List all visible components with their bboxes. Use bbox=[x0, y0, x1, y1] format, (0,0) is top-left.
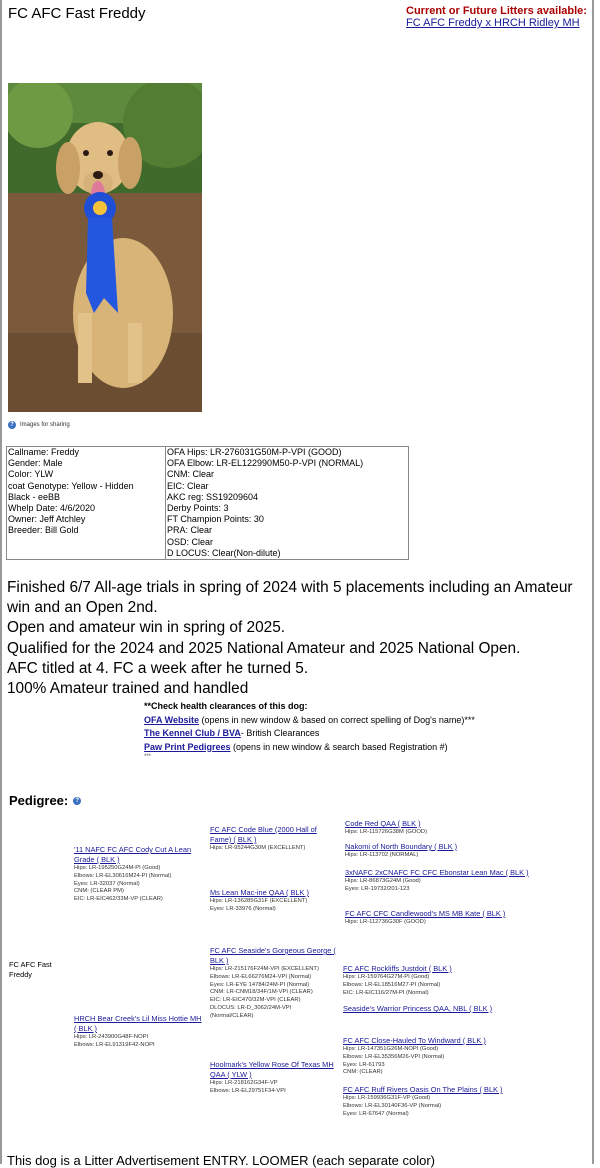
description-line: AFC titled at 4. FC a week after he turned 5. bbox=[7, 659, 309, 677]
help-icon[interactable]: ? bbox=[8, 421, 16, 429]
pedigree-gen3 bbox=[345, 868, 530, 894]
photo-note bbox=[8, 421, 70, 429]
pedigree-gen2 bbox=[210, 1060, 338, 1096]
pedigree-subject bbox=[9, 960, 69, 980]
pedigree-sire-gen2 bbox=[210, 946, 338, 1021]
info-whelp-date: Whelp Date: 4/6/2020 bbox=[8, 503, 96, 514]
ofa-website-link[interactable]: OFA Website bbox=[144, 714, 200, 725]
pedigree-health: Eyes: LR-32037 (Normal) bbox=[74, 880, 140, 887]
pedigree-health: Hips: LR-95244G30M (EXCELLENT) bbox=[210, 845, 306, 851]
info-ft-points: FT Champion Points: 30 bbox=[167, 514, 264, 525]
kc-note: - British Clearances bbox=[240, 728, 320, 738]
pedigree-health: Eyes: LR-EYE 14784/24M-PI (Normal) bbox=[210, 981, 310, 988]
pedigree-subject-name: FC AFC Fast Freddy bbox=[9, 960, 52, 979]
pedigree-dog-link[interactable]: FC AFC CFC Candlewood's MS MB Kate ( BLK ) bbox=[345, 909, 506, 918]
pedigree-dog-link[interactable]: 3xNAFC 2xCNAFC FC CFC Ebonstar Lean Mac ( BLK ) bbox=[345, 868, 529, 877]
info-ofa-hips: OFA Hips: LR-276031G50M-P-VPI (GOOD) bbox=[167, 447, 342, 457]
pedigree-health: EIC: LR-EIC462/33M-VP (CLEAR) bbox=[74, 896, 163, 903]
info-owner: Owner: Jeff Atchley bbox=[8, 514, 86, 525]
pedigree-health: Hips: LR-147351G26M-NOPI (Good) bbox=[343, 1046, 439, 1052]
pedigree-health: Elbows: LR-EL18516M27-PI (Normal) bbox=[343, 981, 441, 988]
description-line: Finished 6/7 All-age trials in spring of 2024 with 5 placements including an Amateur win and an Open 2nd. bbox=[7, 579, 573, 617]
info-genotype-2: Black - eeBB bbox=[8, 491, 61, 502]
pedigree-health: EIC: LR-EIC116/27M-PI (Normal) bbox=[343, 989, 429, 996]
pedigree-title-text: Pedigree: bbox=[9, 793, 69, 808]
info-color: Color: YLW bbox=[8, 469, 54, 480]
pedigree-health: Hips: LR-115726G38M (GOOD) bbox=[345, 829, 428, 835]
pedigree-health: Elbows: LR-EL91319F42-NOPI bbox=[74, 1041, 155, 1048]
pedigree-gen3 bbox=[345, 819, 530, 837]
pedigree-health: Elbows: LR-EL35356M26-VPI (Normal) bbox=[343, 1053, 445, 1060]
info-d-locus: D LOCUS: Clear(Non-dilute) bbox=[167, 547, 281, 558]
info-genotype: coat Genotype: Yellow - Hidden bbox=[8, 480, 134, 491]
pedigree-gen3 bbox=[343, 964, 528, 997]
description-line: 100% Amateur trained and handled bbox=[7, 680, 249, 698]
pedigree-gen3 bbox=[343, 1036, 528, 1077]
ppp-line bbox=[144, 741, 494, 755]
pedigree-health: CNM: (CLEAR PM) bbox=[74, 888, 124, 895]
pedigree-dog-link[interactable]: FC AFC Rockliffs Justdoit ( BLK ) bbox=[343, 964, 452, 973]
pedigree-health: Elbows: LR-EL29751F34-VPI bbox=[210, 1087, 286, 1094]
photo-note-text: Images for sharing bbox=[20, 422, 70, 428]
dog-info-table bbox=[6, 446, 409, 560]
pedigree-gen2 bbox=[210, 825, 338, 853]
pedigree-gen3 bbox=[345, 842, 530, 860]
dog-photo[interactable] bbox=[8, 83, 202, 412]
pedigree-dam bbox=[74, 1014, 202, 1050]
pedigree-health: CNM: (CLEAR) bbox=[343, 1069, 383, 1076]
pedigree-health: Elbows: LR-EL30140F36-VP (Normal) bbox=[343, 1102, 442, 1109]
pedigree-dog-link[interactable]: Code Red QAA ( BLK ) bbox=[345, 819, 421, 828]
pedigree-dog-link[interactable]: FC AFC Code Blue (2000 Hall of Fame) ( BLK ) bbox=[210, 825, 317, 844]
dog-description bbox=[7, 578, 592, 699]
pedigree-health: Eyes: LR-19732/201-123 bbox=[345, 885, 410, 892]
info-ofa-elbow: OFA Elbow: LR-EL122990M50-P-VPI (NORMAL) bbox=[167, 458, 364, 469]
pedigree-health: Hips: LR-86873G24M (Good) bbox=[345, 878, 421, 884]
clearances-footnote: *** bbox=[144, 754, 152, 760]
pedigree-dog-link[interactable]: Ms Lean Mac-ine QAA ( BLK ) bbox=[210, 888, 309, 897]
info-breeder: Breeder: Bill Gold bbox=[8, 525, 79, 536]
pedigree-health: Hips: LR-159764G27M-PI (Good) bbox=[343, 974, 430, 980]
pedigree-dog-link[interactable]: Hoolmark's Yellow Rose Of Texas MH QAA ( YLW ) bbox=[210, 1060, 334, 1079]
pedigree-gen3 bbox=[343, 1004, 528, 1014]
dog-info-left bbox=[7, 447, 166, 560]
dog-title: FC AFC Fast Freddy bbox=[8, 5, 146, 22]
pedigree-dog-link[interactable]: Seaside's Warrior Princess QAA, NBL ( BLK ) bbox=[343, 1004, 493, 1013]
info-osd: OSD: Clear bbox=[167, 536, 214, 547]
pedigree-dog-link[interactable]: '11 NAFC FC AFC Cody Cut A Lean Grade ( BLK ) bbox=[74, 845, 192, 864]
dog-photo-art bbox=[8, 83, 202, 412]
info-akc-reg: AKC reg: SS19209604 bbox=[167, 491, 259, 502]
dog-info-right bbox=[166, 447, 409, 560]
pedigree-health: Hips: LR-243900G48F-NOPI bbox=[74, 1034, 149, 1040]
litter-link[interactable]: FC AFC Freddy x HRCH Ridley MH bbox=[406, 17, 580, 29]
pedigree-health: Eyes: LR-33976 (Normal) bbox=[210, 905, 276, 912]
info-pra: PRA: Clear bbox=[167, 525, 213, 536]
info-gender: Gender: Male bbox=[8, 458, 63, 469]
pedigree-dog-link[interactable]: FC AFC Close-Hauled To Windward ( BLK ) bbox=[343, 1036, 486, 1045]
info-eic: EIC: Clear bbox=[167, 480, 209, 491]
pedigree-dog-link[interactable]: FC AFC Ruff Rivers Oasis On The Plains ( BLK ) bbox=[343, 1085, 503, 1094]
pedigree-health: Hips: LR-136285G31F (EXCELLENT) bbox=[210, 898, 308, 904]
pedigree-health: DLOCUS: LR-D_3062/24M-VPI bbox=[210, 1004, 292, 1011]
paw-print-link[interactable]: Paw Print Pedigrees bbox=[144, 741, 231, 752]
kc-line bbox=[144, 727, 494, 741]
pedigree-health: Hips: LR-112736G30F (GOOD) bbox=[345, 919, 426, 925]
pedigree-dog-link[interactable]: Nakomi of North Boundary ( BLK ) bbox=[345, 842, 458, 851]
kennel-club-link[interactable]: The Kennel Club / BVA bbox=[144, 728, 241, 738]
pedigree-health: Hips: LR-159936G31F-VP (Good) bbox=[343, 1095, 431, 1101]
pedigree-health: Hips: LR-215176F24M-VPI (EXCELLENT) bbox=[210, 966, 319, 972]
pedigree-health: EIC: LR-EIC470/32M-VPI (CLEAR) bbox=[210, 997, 301, 1004]
footer-text: This dog is a Litter Advertisement ENTRY. LOOMER (each separate color) bbox=[7, 1153, 435, 1168]
pedigree-health: Hips: LR-195250G24M-PI (Good) bbox=[74, 865, 161, 871]
info-cnm: CNM: Clear bbox=[167, 469, 215, 480]
pedigree-health: CNM: LR-CNM18/34F/1M-VPI (CLEAR) bbox=[210, 989, 313, 996]
pedigree-health: (Normal/CLEAR) bbox=[210, 1012, 254, 1019]
pedigree-dog-link[interactable]: FC AFC Seaside's Gorgeous George ( BLK ) bbox=[210, 946, 336, 965]
info-callname: Callname: Freddy bbox=[8, 447, 80, 457]
pedigree-health: Hips: LR-113702 (NORMAL) bbox=[345, 852, 419, 858]
litters-label: Current or Future Litters available: bbox=[406, 5, 587, 17]
pedigree-health: Elbows: LR-EL30616M24-PI (Normal) bbox=[74, 872, 172, 879]
ppp-note: (opens in new window & search based Registration #) bbox=[230, 741, 448, 752]
description-line: Qualified for the 2024 and 2025 National Amateur and 2025 National Open. bbox=[7, 639, 521, 657]
info-derby-points: Derby Points: 3 bbox=[167, 503, 229, 514]
pedigree-health: Elbows: LR-EL66276M24-VPI (Normal) bbox=[210, 973, 312, 980]
ofa-note: (opens in new window & based on correct spelling of Dog's name)*** bbox=[199, 714, 475, 725]
pedigree-health: Eyes: LR-61793 bbox=[343, 1061, 385, 1068]
help-icon[interactable]: ? bbox=[73, 797, 81, 805]
clearances-heading: **Check health clearances of this dog: bbox=[144, 701, 308, 711]
litters-box bbox=[406, 5, 591, 29]
pedigree-gen3 bbox=[345, 909, 530, 927]
ofa-line bbox=[144, 714, 494, 728]
pedigree-sire bbox=[74, 845, 202, 904]
description-line: Open and amateur win in spring of 2025. bbox=[7, 619, 286, 637]
pedigree-health: Eyes: LR-67647 (Normal) bbox=[343, 1110, 409, 1117]
pedigree-title bbox=[9, 793, 81, 808]
clearances-box bbox=[144, 700, 494, 761]
pedigree-gen3 bbox=[343, 1085, 528, 1118]
pedigree-gen2 bbox=[210, 888, 338, 914]
pedigree-dog-link[interactable]: HRCH Bear Creek's Lil Miss Hottie MH ( BLK ) bbox=[74, 1014, 202, 1033]
pedigree-health: Hips: LR-218162G34F-VP bbox=[210, 1080, 278, 1086]
